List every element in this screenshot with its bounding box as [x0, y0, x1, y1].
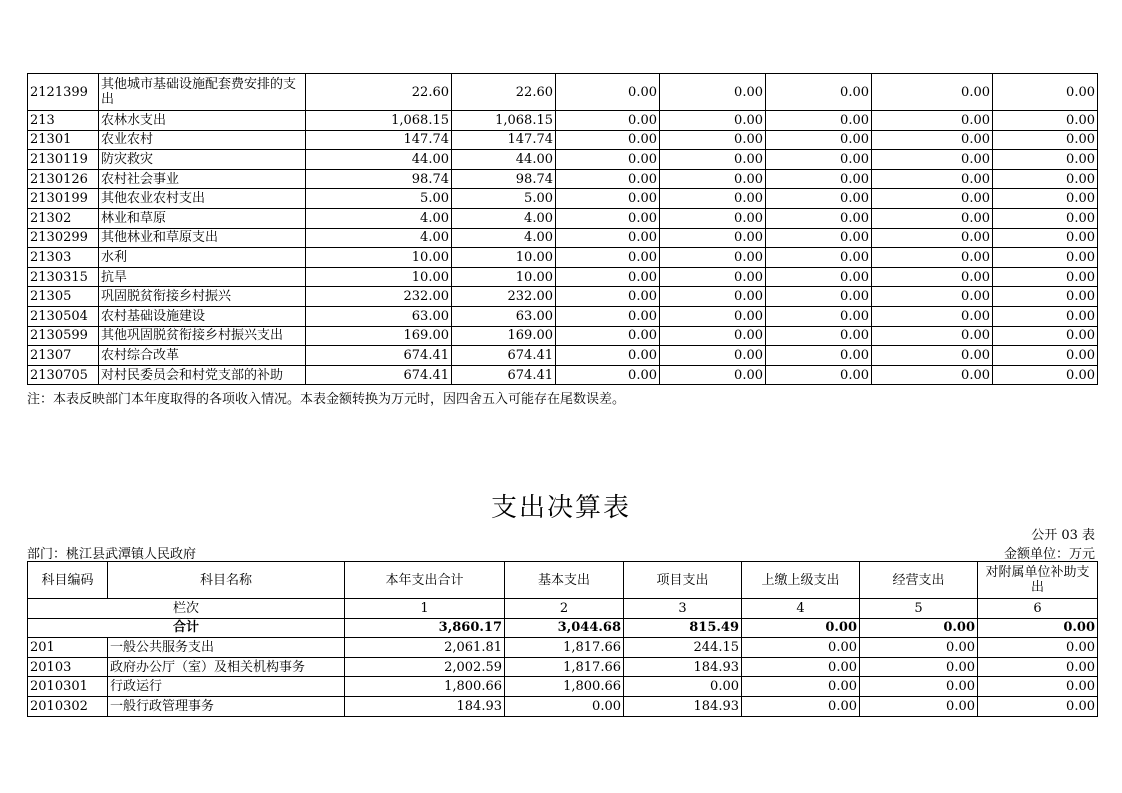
amount-cell: 184.93 — [345, 696, 505, 716]
amount-cell: 0.00 — [766, 208, 872, 228]
amount-cell: 0.00 — [872, 267, 993, 287]
income-table — [27, 73, 1098, 385]
subject-code: 2130126 — [28, 169, 99, 189]
amount-cell: 0.00 — [872, 326, 993, 346]
subject-name: 农林水支出 — [99, 111, 306, 131]
amount-cell: 0.00 — [872, 346, 993, 366]
amount-cell: 0.00 — [556, 111, 660, 131]
lanci-cell: 3 — [624, 599, 742, 619]
amount-cell: 0.00 — [660, 228, 766, 248]
table-row — [28, 228, 1098, 248]
header-cell: 项目支出 — [624, 562, 742, 599]
header-cell: 经营支出 — [860, 562, 978, 599]
header-cell: 科目名称 — [108, 562, 345, 599]
expense-table — [27, 561, 1098, 717]
lanci-row — [28, 599, 1098, 619]
total-label: 合计 — [28, 618, 345, 638]
amount-cell: 0.00 — [742, 638, 860, 658]
table-row — [28, 326, 1098, 346]
amount-cell: 5.00 — [452, 189, 556, 209]
table-row — [28, 306, 1098, 326]
subject-name: 其他林业和草原支出 — [99, 228, 306, 248]
subject-name: 林业和草原 — [99, 208, 306, 228]
subject-name: 政府办公厅（室）及相关机构事务 — [108, 657, 345, 677]
table-row — [28, 169, 1098, 189]
amount-cell: 0.00 — [993, 150, 1098, 170]
amount-cell: 0.00 — [766, 74, 872, 111]
amount-cell: 0.00 — [872, 189, 993, 209]
amount-cell: 0.00 — [660, 208, 766, 228]
amount-cell: 10.00 — [306, 248, 452, 268]
amount-cell: 0.00 — [505, 696, 624, 716]
amount-cell: 0.00 — [993, 365, 1098, 385]
table-row — [28, 638, 1098, 658]
amount-cell: 0.00 — [556, 306, 660, 326]
subject-name: 一般行政管理事务 — [108, 696, 345, 716]
subject-code: 2010301 — [28, 677, 108, 697]
amount-cell: 98.74 — [452, 169, 556, 189]
table-row — [28, 287, 1098, 307]
amount-cell: 232.00 — [306, 287, 452, 307]
amount-cell: 0.00 — [860, 638, 978, 658]
subject-name: 抗旱 — [99, 267, 306, 287]
table-row — [28, 150, 1098, 170]
amount-cell: 4.00 — [452, 208, 556, 228]
amount-cell: 0.00 — [766, 326, 872, 346]
lanci-cell: 1 — [345, 599, 505, 619]
lanci-cell: 5 — [860, 599, 978, 619]
header-cell: 本年支出合计 — [345, 562, 505, 599]
amount-cell: 0.00 — [556, 228, 660, 248]
amount-cell: 0.00 — [872, 306, 993, 326]
amount-cell: 0.00 — [993, 208, 1098, 228]
amount-cell: 0.00 — [766, 228, 872, 248]
amount-cell: 63.00 — [306, 306, 452, 326]
table-code: 公开 03 表 — [1031, 528, 1095, 543]
amount-cell: 147.74 — [452, 130, 556, 150]
amount-cell: 0.00 — [766, 111, 872, 131]
table-row — [28, 267, 1098, 287]
amount-cell: 0.00 — [872, 150, 993, 170]
subject-name: 农村综合改革 — [99, 346, 306, 366]
subject-code: 21307 — [28, 346, 99, 366]
amount-cell: 0.00 — [766, 287, 872, 307]
amount-cell: 10.00 — [452, 248, 556, 268]
amount-cell: 0.00 — [556, 130, 660, 150]
amount-cell: 0.00 — [766, 365, 872, 385]
amount-cell: 0.00 — [872, 208, 993, 228]
amount-cell: 0.00 — [993, 169, 1098, 189]
amount-cell: 0.00 — [660, 365, 766, 385]
lanci-label: 栏次 — [28, 599, 345, 619]
amount-cell: 232.00 — [452, 287, 556, 307]
amount-cell: 1,800.66 — [345, 677, 505, 697]
amount-cell: 0.00 — [660, 169, 766, 189]
table-row — [28, 365, 1098, 385]
amount-cell: 674.41 — [452, 365, 556, 385]
subject-code: 213 — [28, 111, 99, 131]
total-cell: 0.00 — [742, 618, 860, 638]
table-row — [28, 248, 1098, 268]
amount-cell: 0.00 — [872, 111, 993, 131]
amount-cell: 0.00 — [766, 150, 872, 170]
amount-cell: 0.00 — [766, 346, 872, 366]
subject-code: 2010302 — [28, 696, 108, 716]
amount-cell: 0.00 — [872, 74, 993, 111]
amount-cell: 0.00 — [993, 346, 1098, 366]
subject-code: 21301 — [28, 130, 99, 150]
amount-cell: 674.41 — [452, 346, 556, 366]
subject-code: 2130504 — [28, 306, 99, 326]
subject-code: 21302 — [28, 208, 99, 228]
amount-cell: 0.00 — [766, 248, 872, 268]
lanci-cell: 4 — [742, 599, 860, 619]
amount-cell: 0.00 — [660, 346, 766, 366]
amount-cell: 0.00 — [993, 228, 1098, 248]
amount-cell: 4.00 — [306, 228, 452, 248]
amount-cell: 0.00 — [872, 169, 993, 189]
amount-cell: 5.00 — [306, 189, 452, 209]
amount-cell: 0.00 — [978, 657, 1098, 677]
amount-cell: 184.93 — [624, 657, 742, 677]
amount-cell: 0.00 — [660, 267, 766, 287]
amount-cell: 0.00 — [872, 365, 993, 385]
table-row — [28, 657, 1098, 677]
amount-cell: 0.00 — [872, 287, 993, 307]
amount-cell: 169.00 — [306, 326, 452, 346]
amount-cell: 0.00 — [993, 306, 1098, 326]
amount-cell: 0.00 — [556, 150, 660, 170]
subject-name: 农业农村 — [99, 130, 306, 150]
amount-cell: 184.93 — [624, 696, 742, 716]
amount-cell: 0.00 — [766, 189, 872, 209]
total-cell: 815.49 — [624, 618, 742, 638]
amount-cell: 0.00 — [660, 74, 766, 111]
amount-cell: 0.00 — [872, 228, 993, 248]
subject-code: 20103 — [28, 657, 108, 677]
expense-header-row — [28, 562, 1098, 599]
amount-cell: 0.00 — [556, 326, 660, 346]
amount-cell: 0.00 — [978, 677, 1098, 697]
amount-cell: 44.00 — [306, 150, 452, 170]
amount-cell: 0.00 — [660, 130, 766, 150]
table-row — [28, 208, 1098, 228]
amount-cell: 1,817.66 — [505, 657, 624, 677]
subject-code: 2130199 — [28, 189, 99, 209]
header-cell: 对附属单位补助支出 — [978, 562, 1098, 599]
amount-cell: 0.00 — [624, 677, 742, 697]
total-cell: 3,044.68 — [505, 618, 624, 638]
amount-cell: 244.15 — [624, 638, 742, 658]
amount-cell: 0.00 — [556, 208, 660, 228]
amount-cell: 0.00 — [660, 150, 766, 170]
amount-cell: 0.00 — [660, 306, 766, 326]
subject-name: 水利 — [99, 248, 306, 268]
subject-code: 2130315 — [28, 267, 99, 287]
amount-cell: 22.60 — [452, 74, 556, 111]
subject-code: 21305 — [28, 287, 99, 307]
amount-cell: 0.00 — [660, 326, 766, 346]
amount-cell: 0.00 — [860, 657, 978, 677]
amount-cell: 147.74 — [306, 130, 452, 150]
table-row — [28, 74, 1098, 111]
header-cell: 上缴上级支出 — [742, 562, 860, 599]
amount-cell: 0.00 — [993, 74, 1098, 111]
subject-name: 行政运行 — [108, 677, 345, 697]
subject-code: 2130599 — [28, 326, 99, 346]
amount-cell: 0.00 — [660, 287, 766, 307]
income-note: 注：本表反映部门本年度取得的各项收入情况。本表金额转换为万元时，因四舍五入可能存在尾数误差。 — [27, 392, 626, 407]
amount-cell: 0.00 — [993, 189, 1098, 209]
table-row — [28, 130, 1098, 150]
amount-cell: 2,002.59 — [345, 657, 505, 677]
amount-cell: 10.00 — [306, 267, 452, 287]
amount-cell: 22.60 — [306, 74, 452, 111]
amount-cell: 0.00 — [556, 365, 660, 385]
header-cell: 基本支出 — [505, 562, 624, 599]
amount-cell: 0.00 — [993, 111, 1098, 131]
total-cell: 3,860.17 — [345, 618, 505, 638]
amount-cell: 1,817.66 — [505, 638, 624, 658]
amount-cell: 63.00 — [452, 306, 556, 326]
amount-cell: 169.00 — [452, 326, 556, 346]
amount-cell: 0.00 — [993, 287, 1098, 307]
subject-name: 农村基础设施建设 — [99, 306, 306, 326]
total-cell: 0.00 — [978, 618, 1098, 638]
amount-cell: 44.00 — [452, 150, 556, 170]
amount-cell: 0.00 — [742, 657, 860, 677]
subject-name: 一般公共服务支出 — [108, 638, 345, 658]
table-row — [28, 677, 1098, 697]
amount-cell: 0.00 — [556, 74, 660, 111]
subject-code: 2121399 — [28, 74, 99, 111]
amount-cell: 0.00 — [993, 130, 1098, 150]
lanci-cell: 6 — [978, 599, 1098, 619]
amount-cell: 2,061.81 — [345, 638, 505, 658]
subject-name: 农村社会事业 — [99, 169, 306, 189]
subject-code: 21303 — [28, 248, 99, 268]
table-row — [28, 189, 1098, 209]
department-label: 部门：桃江县武潭镇人民政府 — [27, 547, 197, 562]
subject-name: 其他农业农村支出 — [99, 189, 306, 209]
amount-cell: 0.00 — [993, 248, 1098, 268]
amount-cell: 0.00 — [978, 638, 1098, 658]
amount-cell: 0.00 — [978, 696, 1098, 716]
subject-name: 巩固脱贫衔接乡村振兴 — [99, 287, 306, 307]
unit-label: 金额单位：万元 — [1003, 547, 1095, 562]
subject-name: 其他城市基础设施配套费安排的支出 — [99, 74, 306, 111]
amount-cell: 4.00 — [452, 228, 556, 248]
amount-cell: 0.00 — [860, 696, 978, 716]
amount-cell: 0.00 — [660, 111, 766, 131]
amount-cell: 0.00 — [556, 346, 660, 366]
amount-cell: 674.41 — [306, 346, 452, 366]
amount-cell: 0.00 — [556, 287, 660, 307]
subject-name: 防灾救灾 — [99, 150, 306, 170]
total-cell: 0.00 — [860, 618, 978, 638]
subject-name: 对村民委员会和村党支部的补助 — [99, 365, 306, 385]
table-row — [28, 696, 1098, 716]
amount-cell: 0.00 — [556, 267, 660, 287]
subject-code: 2130119 — [28, 150, 99, 170]
subject-code: 2130705 — [28, 365, 99, 385]
amount-cell: 1,068.15 — [452, 111, 556, 131]
amount-cell: 674.41 — [306, 365, 452, 385]
amount-cell: 0.00 — [993, 267, 1098, 287]
subject-code: 201 — [28, 638, 108, 658]
expense-title: 支出决算表 — [490, 493, 631, 523]
amount-cell: 0.00 — [766, 169, 872, 189]
amount-cell: 1,800.66 — [505, 677, 624, 697]
lanci-cell: 2 — [505, 599, 624, 619]
amount-cell: 0.00 — [766, 130, 872, 150]
amount-cell: 0.00 — [766, 306, 872, 326]
amount-cell: 1,068.15 — [306, 111, 452, 131]
amount-cell: 98.74 — [306, 169, 452, 189]
amount-cell: 0.00 — [766, 267, 872, 287]
table-row — [28, 111, 1098, 131]
table-row — [28, 346, 1098, 366]
amount-cell: 0.00 — [742, 677, 860, 697]
amount-cell: 0.00 — [556, 169, 660, 189]
subject-name: 其他巩固脱贫衔接乡村振兴支出 — [99, 326, 306, 346]
amount-cell: 0.00 — [860, 677, 978, 697]
amount-cell: 0.00 — [872, 248, 993, 268]
amount-cell: 0.00 — [993, 326, 1098, 346]
amount-cell: 0.00 — [872, 130, 993, 150]
amount-cell: 0.00 — [556, 189, 660, 209]
header-cell: 科目编码 — [28, 562, 108, 599]
amount-cell: 4.00 — [306, 208, 452, 228]
total-row — [28, 618, 1098, 638]
amount-cell: 10.00 — [452, 267, 556, 287]
amount-cell: 0.00 — [742, 696, 860, 716]
subject-code: 2130299 — [28, 228, 99, 248]
amount-cell: 0.00 — [556, 248, 660, 268]
amount-cell: 0.00 — [660, 248, 766, 268]
amount-cell: 0.00 — [660, 189, 766, 209]
